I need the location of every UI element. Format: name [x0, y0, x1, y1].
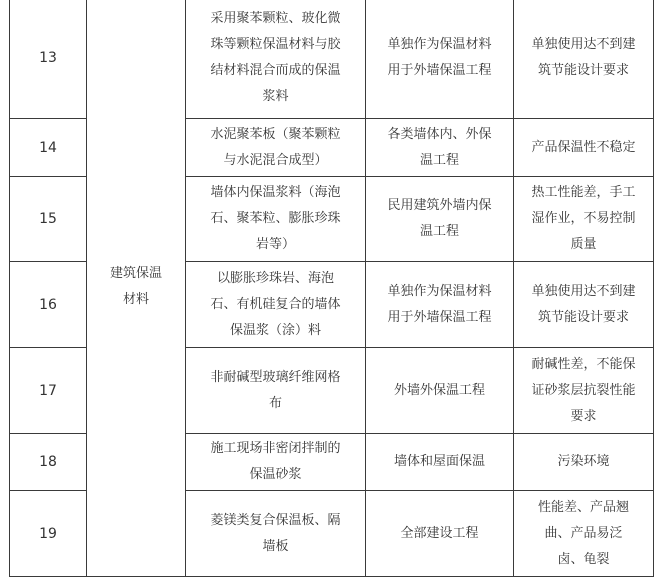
scope: 外墙外保温工程: [366, 348, 514, 434]
reason: 单独使用达不到建 筑节能设计要求: [514, 262, 654, 348]
reason: 单独使用达不到建 筑节能设计要求: [514, 0, 654, 119]
scope: 民用建筑外墙内保 温工程: [366, 177, 514, 262]
reason: 污染环境: [514, 434, 654, 491]
row-number: 16: [10, 262, 87, 348]
reason: 热工性能差，手工 湿作业，不易控制 质量: [514, 177, 654, 262]
row-number: 14: [10, 119, 87, 177]
material-name: 菱镁类复合保温板、隔 墙板: [186, 491, 366, 577]
row-number: 18: [10, 434, 87, 491]
category-line: 材料: [122, 292, 149, 307]
material-name: 以膨胀珍珠岩、海泡 石、有机硅复合的墙体 保温浆（涂）料: [186, 262, 366, 348]
row-number: 13: [10, 0, 87, 119]
scope: 各类墙体内、外保 温工程: [366, 119, 514, 177]
row-number: 15: [10, 177, 87, 262]
row-number: 17: [10, 348, 87, 434]
materials-table: [9, 0, 654, 577]
scope: 单独作为保温材料 用于外墙保温工程: [366, 262, 514, 348]
category-line: 建筑保温: [109, 266, 162, 281]
reason: 耐碱性差，不能保 证砂浆层抗裂性能 要求: [514, 348, 654, 434]
scope: 全部建设工程: [366, 491, 514, 577]
material-name: 施工现场非密闭拌制的 保温砂浆: [186, 434, 366, 491]
material-name: 采用聚苯颗粒、玻化微 珠等颗粒保温材料与胶 结材料混合而成的保温 浆料: [186, 0, 366, 119]
row-number: 19: [10, 491, 87, 577]
reason: 性能差、产品翘 曲、产品易泛 卤、龟裂: [514, 491, 654, 577]
scope: 单独作为保温材料 用于外墙保温工程: [366, 0, 514, 119]
material-name: 非耐碱型玻璃纤维网格 布: [186, 348, 366, 434]
material-name: 墙体内保温浆料（海泡 石、聚苯粒、膨胀珍珠 岩等）: [186, 177, 366, 262]
scope: 墙体和屋面保温: [366, 434, 514, 491]
table-row: [10, 0, 654, 119]
category-cell: [87, 0, 186, 577]
reason: 产品保温性不稳定: [514, 119, 654, 177]
material-name: 水泥聚苯板（聚苯颗粒 与水泥混合成型）: [186, 119, 366, 177]
